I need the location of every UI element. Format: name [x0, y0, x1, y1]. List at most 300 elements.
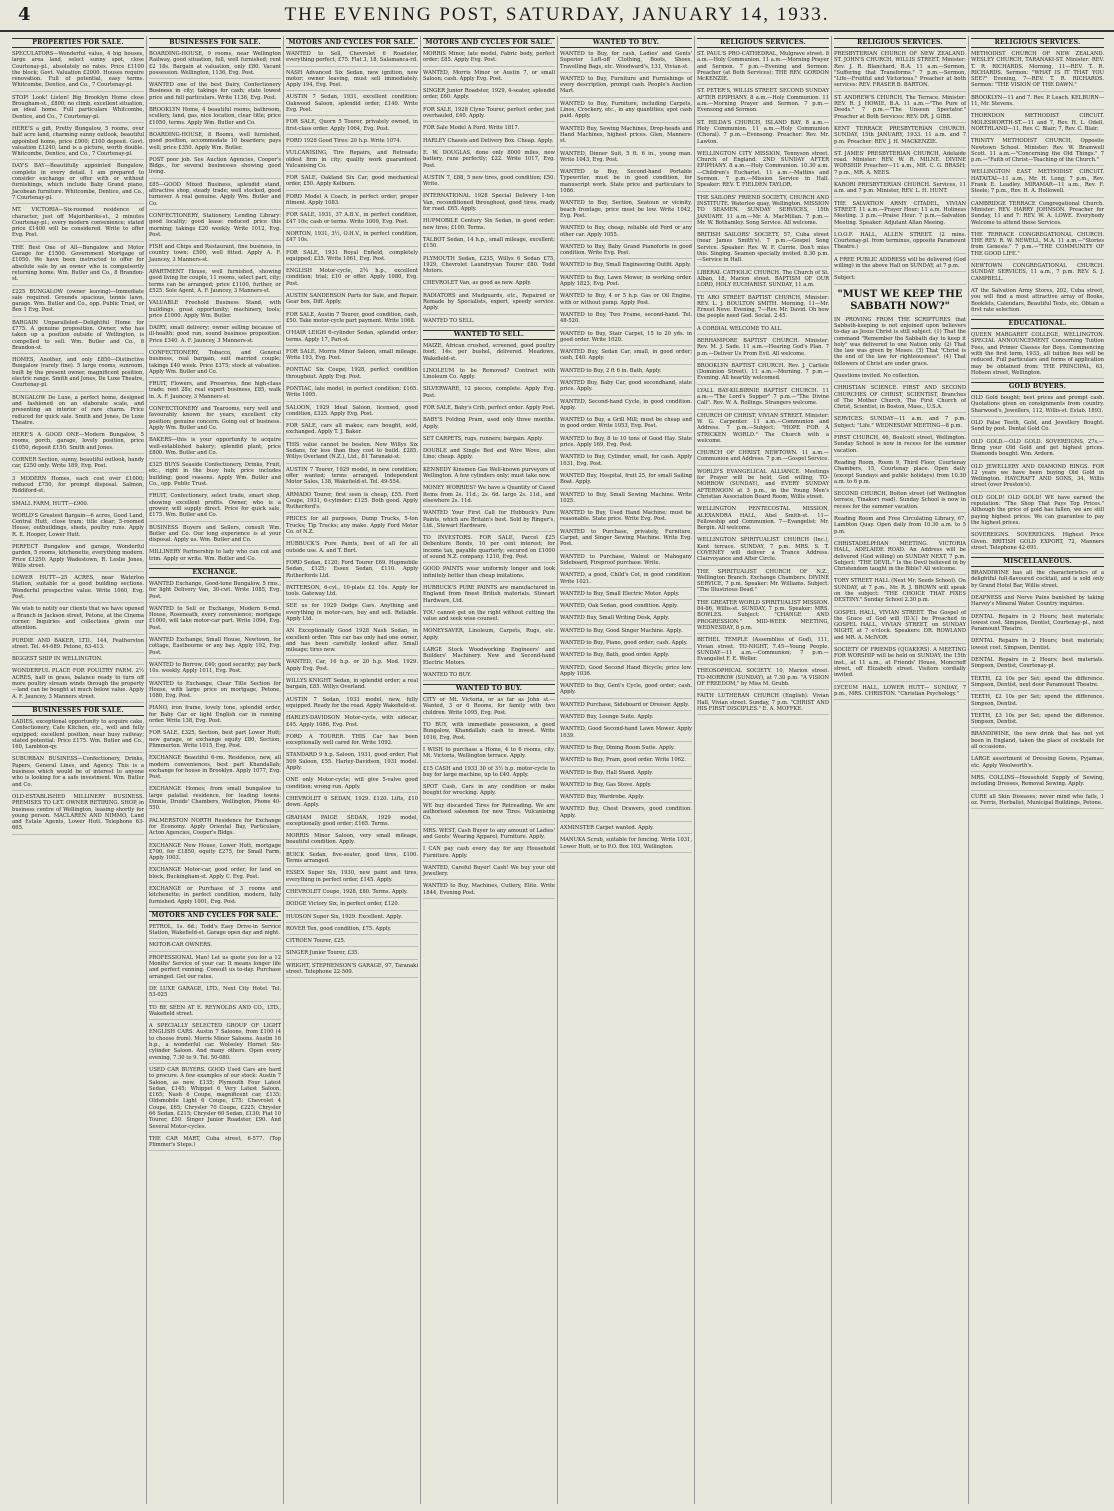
column-8 [969, 36, 1106, 1504]
classified-ad: OLD JEWELLERY AND DIAMOND RINGS. FOR 12 years we have been buying Old Gold in Wellington. HAYCRAFT AND SONS, 34, Willis street (over Preston's). [971, 464, 1104, 492]
classified-ad: 3 MODERN Homes, each cost over £1000; reduced £750, for prompt disposal. Salmon, Riddiford-st. [12, 476, 144, 498]
classified-ad: CAMBRIDGE TERRACE Congregational Church. Minister: REV. HARRY JOHNSON. Preacher for Sunday, 11 and 7: REV. W. A. LOWE. Everybody Welcome to attend these Services. [971, 201, 1104, 229]
classified-ad: FOR SALE, Baby's Crib, perfect order. Apply Post. [423, 405, 555, 414]
classified-ad: DE LUXE GARAGE, LTD., Next City Hotel. Tel. 53-025 [149, 986, 281, 1002]
classified-ad: OLD GOLD! OLD GOLD! WE have earned the reputation: "The Shop That Pays Top Prices." Although the price of gold has fallen, we are still paying highest prices. We can guarantee to pay the highest prices. [971, 495, 1104, 529]
classified-ad: WANTED, Good Second-hand Lawn Mower. Apply 1039. [560, 726, 692, 742]
classified-ad: WANTED to Buy, for cash, Ladies' and Gents' Superior Left-off Clothing, Boots, Shoes, Travelling Bags, etc. Woodward's, 131, Vivian-st. [560, 51, 692, 73]
classified-ad: PROFESSIONAL Man! Let us quote you for a 12 Months' Service of your car. It means longer life and perfect running. Consult us to-day. Purchase arranged. Get our rates. [149, 955, 281, 983]
classified-ad: AUSTIN 7 Sedan, 1933 model, new, fully equipped. Ready for the road. Apply Wakefield-st. [286, 697, 418, 713]
classified-ad: PALMERSTON NORTH Residence for Exchange for Economy. Apply Oriental Bay, Particulars, Acton Agencies, Cooper's Bldgs. [149, 818, 281, 840]
section-heading: EDUCATIONAL. [971, 319, 1104, 329]
classified-ad: CONFECTIONERY, Tobacco, and General business, real bargain, suit married couple; takings £40 week. Price £375; stock at valuation. Apply Wm. Butler and Co. [149, 350, 281, 378]
classified-ad: MRS. WEST, Cash Buyer to any amount of Ladies' and Gents' Wearing Apparel, Furniture. Apply. [423, 828, 555, 844]
classified-ad: WELLINGTON CITY MISSION, Tennyson street. Church of England. 2ND SUNDAY AFTER EPIPHANY. 8 a.m.—Holy Communion. 10.30 a.m.—Children's Eucharist. 11 a.m.—Mattins and Sermon. 7 p.m.—Mission Service in Hall. Speaker: REV. T. FIELDEN TAYLOR. [697, 151, 829, 192]
classified-ad: IN PROVING FROM THE SCRIPTURES that Sabbath-keeping is not enjoined upon believers to-day as Jesus Christ is still subject. (1) That the command "Remember the Sabbath day to keep it holy" was delivered to one Nation only. (2) That the law was given by Moses. (3) That "Christ is the end of the law for righteousness". (4) That followers of Christ are under grace. [834, 317, 966, 370]
classified-ad: LARGE assortment of Dressing Gowns, Pyjamas, etc. Apply Woolworth's. [971, 756, 1104, 772]
classified-ad: APARTMENT House, well furnished, showing good living for couple, 11 rooms, select part, city; terms can be arranged; price £1100, further, or £525. Sole Agent, A. F. Jauncey, 3 Manners-st. [149, 269, 281, 297]
classified-ad: BERHAMPORE BAPTIST CHURCH. Minister: Rev. M. J. Sade. 11 a.m.—Hearing God's Plan. 7 p.m.—Deliver Us From Evil. All welcome. [697, 338, 829, 360]
classified-ad: ONE only Motor-cycle; will give 5-valve good condition; wrong run. Apply. [286, 777, 418, 793]
classified-ad: FOR SALE, 1931, 37 A.B.V., in perfect condition, £47 10s; cash or terms. Write 1009, Evg. Post. [286, 212, 418, 228]
section-heading: RELIGIOUS SERVICES. [834, 38, 966, 48]
classified-ad: BIGGEST SHIP IN WELLINGTON. [12, 656, 144, 665]
classified-ad: TALBOT Sedan, 14 h.p., small mileage, excellent; £150. [423, 237, 555, 253]
classified-ad: INTERNATIONAL 1928 Special Delivery 1-ton Van, reconditioned throughout, good tires, ready for road. £65. Apply. [423, 193, 555, 215]
classified-ad: WANTED to Buy, Small Engineering Outfit. Apply. [560, 262, 692, 271]
classified-ad: SMALL FARM, HUTT—£900. [12, 501, 144, 510]
classified-ad: WANTED to Buy, Hall Stand. Apply. [560, 770, 692, 779]
classified-ad: PATTERSON, 6-cyl., 10-plate £2 10s. Apply for tools. Gateway Ltd. [286, 585, 418, 601]
classified-ad: DENTAL Repairs in 2 Hours; best materials; lowest cost. Simpson, Dentist. [971, 638, 1104, 654]
classified-ad: Subject: [834, 275, 966, 284]
classified-ad: MORRIS Minor Saloon, very small mileage, beautiful condition. Apply. [286, 833, 418, 849]
classified-ad: THIS value cannot be beaten. New Willys Six Sedans, for less than they cost to build. £285. Willys Overland (N.Z.), Ltd., 81 Taranaki-st. [286, 442, 418, 464]
classified-ad: FORD A TOURER. THIS Car has been exceptionally well cared for. Write 1092. [286, 734, 418, 750]
classified-ad: FOR SALE, Oakland Six Car, good mechanical order, £50. Apply Kelburn. [286, 175, 418, 191]
classified-ad: STOP! Look! Listen! Big Brooklyn Home close Brougham-st., £800; no climb, excellent situation, an ideal home. Full particulars Whitcombe, Dentice, and Co., 7 Courtenay-pl. [12, 95, 144, 123]
classified-ad: MONEYSAVER, Linoleum, Carpets, Rugs, etc. Apply. [423, 628, 555, 644]
classified-ad: I CAN pay cash every day for any Household Furniture. Apply. [423, 846, 555, 862]
classified-ad: WANTED to Sell, Chevrolet 6 Roadster, everything perfect, £75. Flat 3, 18, Salamanca-rd. [286, 51, 418, 67]
classified-ad: PETROL, 1s. 6d.; Todd's Easy Drive-in Service Station, Wakefield-st. Garage open day and night. [149, 924, 281, 940]
classified-ad: EXCHANGE Beautiful 6-rm. Residence, new, all modern conveniences, best part Khandallah; exchange for house in Brooklyn. Apply 1077, Evg. Post. [149, 755, 281, 783]
section-heading: GOLD BUYERS. [971, 382, 1104, 392]
classified-ad: WANTED, a good, Child's Cot, in good condition. Write 1021. [560, 572, 692, 588]
classified-ad: BROOKLYN Home, 4 beautiful rooms, bathroom, scullery, land, gas, nice location, clear title; price £1050, terms. Apply Wm. Butler and Co. [149, 107, 281, 129]
classified-ad: WANTED, Good Second Hand Bicycle; price low. Apply 1036. [560, 665, 692, 681]
classified-ad: WE buy discarded Tires for Retreading. We are authorised salesmen for new Tires. Vulcanising Co. [423, 803, 555, 825]
classified-ad: WANTED Buy, Baby Car, good secondhand, state price. Apply. [560, 380, 692, 396]
classified-ad: WRIGHT, STEPHENSON'S GARAGE, 97, Taranaki street. Telephone 22-500. [286, 963, 418, 979]
classified-ad: MT. VICTORIA—Six-roomed residence of character, just off Majoribanks-st., 2 minutes Courtenay-pl.; every modern convenience; stated price £1400 will be considered. Write to offer Evg. Post. [12, 207, 144, 241]
classified-ad: CHURCH OF CHRIST, VIVIAN STREET. Minister: W. G. Carpenter. 11 a.m.—Communion and Address. 7 p.m.—Subject: "HOPE FOR A STRICKEN WORLD." The Church with a welcome. [697, 413, 829, 447]
classified-ad: WANTED to Buy, Furniture, including Carpets, Linos, Crockery, etc., in any quantities; spot cash paid. Apply. [560, 101, 692, 123]
classified-ad: WANTED one of the best Dairy, Confectionery Business in city; takings for cash; state lowest price and full particulars. Write 1136, Evg. Post. [149, 82, 281, 104]
classified-ad: VALUABLE Freehold Business Stand, with buildings, great opportunity; machinery, tools; price £1000. Apply Wm. Butler. [149, 300, 281, 322]
classified-ad: LIBERAL CATHOLIC CHURCH. The Church of St. Alban, 18, Marion street. BAPTISM OF OUR LORD, HOLY EUCHARIST. SUNDAY, 11 a.m. [697, 270, 829, 292]
classified-ad: HARLEY Chassis and Delivery Box. Cheap. Apply. [423, 138, 555, 147]
classified-ad: TO BUY, with immediate possession, a good Bungalow, Khandallah; cash to invest. Write 1016, Evg. Post. [423, 722, 555, 744]
classified-ad: ST. JAMES' PRESBYTERIAN CHURCH, Adelaide road. Minister: REV. W. R. MILNE. DIVINE WORSHIP. Preacher—11 a.m., MR. C. G. BRASH; 7 p.m., MR. A. NEES. [834, 151, 966, 179]
classified-ad: We wish to notify our clients that we have opened a Branch in Jackson street, Petone, at the Cinema corner. Inquiries and collections given our attention. [12, 606, 144, 634]
classified-ad: ST. ANDREW'S CHURCH, The Terrace. Minister: REV. R. J. HOWIE, B.A. 11 a.m.—"The Pure of Deeds." 7 p.m.—"The Unseen Spectator." Preacher at Both Services: REV. DR. J. GIBB. [834, 95, 966, 123]
classified-ad: WANTED Exchange, Good-tone Bungalow, 5 rms., for light Delivery Van, 30-cwt. Write 1085, Evg. Post. [149, 581, 281, 603]
column-4 [421, 36, 558, 1504]
classified-ad: LINOLEUM to be Removed? Contract with Linoleum Co. Apply. [423, 368, 555, 384]
classified-ad: TORY STREET HALL (Next Mr. Seeds School). On SUNDAY, at 7 p.m., Mr. R. J. BROWN will speak on the subject: "THE CHOICE THAT FIXES DESTINY." Sunday School 2.30 p.m. [834, 578, 966, 606]
classified-ad: FRUIT, Confectionery, select trade, smart shop, showing excellent profits. Owner, who is a grower, will supply direct. Price for quick sale, £175. Wm. Butler and Co. [149, 493, 281, 521]
classified-ad: WANTED to Buy, Baby Grand Pianoforte in good condition. Write Evg. Post. [560, 244, 692, 260]
classified-ad: WANTED to Buy, 4 or 5 h.p. Gas or Oil Engine, with or without pump. Apply Post. [560, 293, 692, 309]
classified-ad: SEE us for 1929 Dodge Cars. Anything and everything in motor-cars, buy and sell. Reliable. Apply Ltd. [286, 603, 418, 625]
classified-ad: TEETH, £2 10s per Set; spend the difference. Simpson, Dentist, next door Paramount Theatre. [971, 676, 1104, 692]
classified-ad: £325 BUYS Seaside Confectionery, Drinks, Fruit, etc., right in the busy hub; price includes building; good reasons. Apply Wm. Butler and Co., opp. Public Trust. [149, 462, 281, 490]
classified-ad: WELLINGTON PENTECOSTAL MISSION, ALEXANDRA HALL, Abel Smith-st. 11—Fellowship and Communion. 7—Evangelist: Mr. Bergin. All welcome. [697, 506, 829, 534]
classified-ad: WANTED Buy, Lounge Suite. Apply. [560, 714, 692, 723]
classified-ad: O'HAIR LEIGH 6-cylinder Sedan, splendid order; terms. Apply 17, Pari-st. [286, 330, 418, 346]
classified-ad: FORD Model A Coach, in perfect order; proper fitment. Apply 1083. [286, 194, 418, 210]
classified-ad: THE Best One of All—Bungalow and Motor Garage for £1500. Government Mortgage of £1050. We have been instructed to offer for absolute sale by an owner who is compulsorily returning home. Wm. Butler and Co., 8 Brandon-st. [12, 245, 144, 286]
classified-ad: HUDSON Super Six, 1929. Excellent. Apply. [286, 914, 418, 923]
column-3 [284, 36, 421, 1504]
classified-ad: NORTON, 1931, 3½, O.H.V., in perfect condition, £47 10s. [286, 231, 418, 247]
classified-ad: SALOON, 1929 Ideal Saloon, licensed, good condition, £325. Apply Evg. Post. [286, 405, 418, 421]
classified-ad: BABY'S Folding Pram, used only three months. Apply. [423, 417, 555, 433]
classified-ad: YOU cannot get on the right without cutting the value and seek wise counsel. [423, 610, 555, 626]
classified-ad: WANTED to Buy, Small Electric Motor. Apply. [560, 591, 692, 600]
classified-ad: FORD Sedan, £120; Ford Tourer £69. Hupmobile Sedan, £125; Essex Sedan, £110. Apply Rutherfords Ltd. [286, 560, 418, 582]
classified-ad: DAIRY, small delivery; owner selling because of ill-health; good run, sound business proposition. Price £340. A. F. Jauncey, 3 Manners-st. [149, 325, 281, 347]
classified-ad: I WISH to purchase a Home, 4 to 6 rooms, city. Mt. Victoria, Wellington terrace. Apply. [423, 747, 555, 763]
classified-ad: PLYMOUTH Sedan, £235, Willys 6 Sedan £75, 1929, Chevrolet Laundryvan Tourer £80. Todd Motors. [423, 256, 555, 278]
classified-ad: AUSTIN 7 Sedan, 1931, excellent condition; Oakwood Saloon, splendid order, £140. Write Evg. Post. [286, 94, 418, 116]
classified-ad: WANTED to Buy, Bath, good order. Apply. [560, 652, 692, 661]
classified-ad: WANTED, Oak Sedan, good condition. Apply. [560, 603, 692, 612]
classified-ad: MRS. COLLINS—Household Supply of Sewing, including Dresses, Removal Sewing. Apply. [971, 775, 1104, 791]
classified-ad: WANTED to Buy, Stair Carpet, 15 to 20 yds. in good order. Write 1020. [560, 331, 692, 347]
classified-ad: DEAFNESS and Nerve Pains banished by taking Harvey's Mineral Water. Country inquiries. [971, 595, 1104, 611]
classified-ad: WANTED to Sell or Exchange, Modern 6-rmd. House, Roseneath, every convenience; mortgage £1000, will take motor-car part. Write 1094, Evg. Post. [149, 606, 281, 634]
classified-ad: WANTED, Second-hand Cycle, in good condition. Apply. [560, 399, 692, 415]
classified-ad: LYALL BAY-KILBIRNIE BAPTIST CHURCH. 11 a.m.—"The Lord's Supper" 7 p.m.—"The Divine Call". Rev. W. A. Rollings. Strangers welcome. [697, 388, 829, 410]
classified-ad: PRICES for all purposes, Dump Trucks, 5-ton Trucks; Tip Trucks; any make. Apply Ford Motor Co. of N.Z. [286, 516, 418, 538]
classified-ad: WORLD'S Greatest Bargain—6 acres, Good Land, Central Hutt, close tram; title clear; 5-roomed House; outbuildings, sheds, poultry runs. Apply R. E. Hooper, Lower Hutt. [12, 513, 144, 541]
classified-ad: FOR SALE, 1928 Clyno Tourer, perfect order, just overhauled, £40. Apply. [423, 107, 555, 123]
section-heading: RELIGIOUS SERVICES. [697, 38, 829, 48]
classified-ad: PONTIAC, late model, in perfect condition; £165. Write 1095. [286, 386, 418, 402]
classified-ad: TO INVESTORS. FOR SALE, Parcel £25 Debenture Bonds, 10 per cent interest; for income tax, payable quarterly; secured on £1000 of sound N.Z. company. 1210, Evg. Post. [423, 535, 555, 563]
classified-ad: NASH Advanced Six Sedan, new ignition, new motor; owner leaving, must sell immediately. Apply 194, Evg. Post. [286, 70, 418, 92]
classified-ad: KENT TERRACE PRESBYTERIAN CHURCH. SUNDAY, 15th JANUARY, 1933. 11 a.m. and 7 p.m. Preacher: REV. J. H. MACKENZIE. [834, 126, 966, 148]
classified-ad: TRINITY METHODIST CHURCH, Opposite Newtown School. Minister: Rev. W. Bramwell Scott. 11 a.m.—"Concerning the Old Things." 7 p.m.—"Faith of Christ—Teaching of the Church." [971, 138, 1104, 166]
classified-ad: Reading Room, Room 9, Third Floor, Courtenay Chambers, 15, Courtenay place. Open daily (except Sundays and public holidays) from 10.30 a.m. to 6 p.m. [834, 460, 966, 488]
classified-ad: BRITISH SAILORS' SOCIETY, 57, Cuba street (near James Smith's). 7 p.m.—Gospel Song Service. Speaker: Rev. W. F. Currie. Don't miss this. Singing. Seamen specially invited. 8.30 p.m.—Service in Hall. [697, 232, 829, 266]
classified-ad: PONTIAC Six Coupe, 1928, perfect condition throughout. Apply Evg. Post. [286, 367, 418, 383]
column-5 [558, 36, 695, 1504]
classified-ad: MANUKA Scrub, suitable for fencing. Write 1031, Lower Hutt, or to P.O. Box 103, Wellington. [560, 837, 692, 853]
classified-ad: WANTED, Morris Minor or Austin 7, or small Saloon; cash. Apply Evg. Post. [423, 70, 555, 86]
classified-ad: ROVER Ten, good condition, £75. Apply. [286, 926, 418, 935]
classified-ad: POST poor job. See Auction Agencies, Cooper's Bldgs., for several businesses showing good living. [149, 157, 281, 179]
section-heading: MOTORS AND CYCLES FOR SALE. [423, 38, 555, 48]
classified-ad: ST. PETER'S, WILLIS STREET. SECOND SUNDAY AFTER EPIPHANY. 8 a.m.—Holy Communion. 11 a.m.—Morning Prayer and Sermon. 7 p.m.—Evensong and Sermon. [697, 88, 829, 116]
classified-ad: NEWTOWN CONGREGATIONAL CHURCH. SUNDAY SERVICES, 11 a.m., 7 p.m. REV. S. J. CAMPBELL. [971, 263, 1104, 285]
classified-ad: RADIATORS and Mudguards, etc., Repaired or Remade by Specialists, expert, speedy service. Apply. [423, 293, 555, 315]
classified-ad: SINGER Junior Tourer, £35. [286, 950, 418, 959]
classified-ad: FOR SALE, £325, Section, best part Lower Hutt; new garage, or exchange equity £80, Section, Plimmerton. Write 1015, Evg. Post. [149, 730, 281, 752]
classified-ad: £15 CASH and 1933 30 of 3½ h.p. motor-cycle to buy for large machine, up to £40. Apply. [423, 766, 555, 782]
classified-ad: BOARDING-HOUSE, 9 rooms, near Wellington Railway, good situation, full, well furnished; rent £2 18s. Bargain at valuation, only £80. Vacant possession. Wellington, 1136, Evg. Post. [149, 51, 281, 79]
classified-ad: WANTED Buy, Sedan Car, small, in good order; cash, £40. Apply. [560, 349, 692, 365]
classified-ad: BUSINESS Buyers and Sellers, consult Wm. Butler and Co. Our long experience is at your disposal. Apply us. Wm. Butler and Co. [149, 525, 281, 547]
classified-ad: AXMINSTER Carpet wanted. Apply. [560, 825, 692, 834]
classified-ad: WANTED to Borrow, £40; good security; pay back 10s. weekly. Apply 1011, Evg. Post. [149, 662, 281, 678]
classified-ad: CHEVROLET Van, as good as new. Apply. [423, 280, 555, 289]
classified-ad: SPOT Cash, Cars in any condition or make bought for wrecking. Apply. [423, 784, 555, 800]
column-1 [10, 36, 147, 1504]
section-heading: BUSINESSES FOR SALE. [12, 706, 144, 716]
classified-ad: WELLINGTON SPIRITUALIST CHURCH (Inc.), Kent terrace. SUNDAY, 7 p.m. MRS. S. T. COVENEY will deliver a Trance Address. Clairvoyance and After Circle. [697, 537, 829, 565]
classified-ad: TO BE SEEN AT E. REYNOLDS AND CO., LTD., Wakefield street. [149, 1005, 281, 1021]
classified-ad: E. W. DOUGLAS, done only 8000 miles, new battery, runs perfectly; £22. Write 1017, Evg. Post. [423, 150, 555, 172]
classified-ad: BARGAIN Unparalleled—Delightful Home for £775. A genuine proposition. Owner, who has taken up a position outside of Wellington, is compelled to sell. Wm. Butler and Co., 8 Brandon-st. [12, 320, 144, 354]
classified-ad: WORLD'S EVANGELICAL ALLIANCE. Meetings for Prayer will be held, God willing, TO-MORROW (SUNDAY), and EVERY SUNDAY AFTERNOON at 3 p.m., in the Young Men's Christian Association Board Room, Willis street. [697, 469, 829, 503]
classified-ad: HARLEY-DAVIDSON Motor-cycle, with sidecar, £45. Apply 1086, Evg. Post. [286, 715, 418, 731]
classified-ad: LADIES, exceptional opportunity to acquire cake, Confectionery, Cafe Kitchen, etc., well and fully equipped; excellent position, near busy railway; stated potential. Price £175. Wm. Butler and Co., 160, Lambton-qy. [12, 719, 144, 753]
classified-ad: SUBURBAN BUSINESS—Confectionery, Drinks, Papers, General Lines, and Agency. This is a business which would be of interest to anyone who is looking for a safe investment. Wm. Butler and Co. [12, 756, 144, 790]
classified-ad: MONEY WORRIES? We have a Quantity of Cased Items from 2s. 11d.; 2s. 6d. large 2s. 11d., and elsewhere 2s. 11d. [423, 485, 555, 507]
section-heading: WANTED TO BUY. [423, 684, 555, 694]
sabbath-headline: "MUST WE KEEP THE SABBATH NOW?" [837, 288, 963, 312]
classified-ad: FOR SALE, 1931 Royal Enfield, completely equipped; £35. Write 1061, Evg. Post. [286, 250, 418, 266]
classified-ad: WANTED Buy, Sewing Machines, Drop-heads and Hand Machines, highest prices. Glen, Manners-st. [560, 126, 692, 148]
classified-ad: BOARDING-HOUSE, 8 Rooms, well furnished, good position, accommodate 10 boarders; pays well; price £350. Apply Wm. Butler. [149, 132, 281, 154]
classified-ad: HERE'S a gift, Pretty Bungalow, 5 rooms, over half acre land, charming sunny outlook, beautiful appointed home, price £900; £100 deposit. Govt. valuation £1240, land is a picture, worth double. Whitcombe, Dentice, and Co., 7 Courtenay-pl. [12, 126, 144, 160]
classified-ad: FOR Sale Model A Ford. Write 1817. [423, 125, 555, 134]
classified-ad: I.O.O.F. HALL, ALLEN STREET. (2 mins. Courtenay-pl. from terminus, opposite Paramount Theatre.) [834, 232, 966, 254]
classified-ad: OLD Gold bought; best prices and prompt cash. Quotations given on consignments from country. Sharwood's, Jewellers, 112, Willis-st. Estab. 1893. [971, 395, 1104, 417]
classified-ad: VULCANISING, Tire Repairs, and Retreads; oldest firm in city; quality work guaranteed. Vulcanising Co. [286, 150, 418, 172]
classified-ad: FOR SALE, Austin 7 Tourer, good condition, cash, £50. Take motor-cycle part payment. Write 1068. [286, 312, 418, 328]
classified-ad: PIANO, iron frame, lovely tone, splendid order, for Baby Car or light English car in running order. Write 138, Evg. Post. [149, 705, 281, 727]
classified-ad: WANTED to Buy, 8 to 10 tons of Good Hay. State price. Apply 169, Evg. Post. [560, 436, 692, 452]
classified-ad: WANTED to Buy, Small Sewing Machine. Write 1025. [560, 492, 692, 508]
classified-ad: A CORDIAL WELCOME TO ALL. [697, 326, 829, 335]
classified-ad: WANTED Buy, Small Writing Desk, Apply. [560, 615, 692, 624]
section-heading: MOTORS AND CYCLES FOR SALE. [149, 911, 281, 921]
classified-ad: SECOND CHURCH, Bolton street (off Wellington terrace, Tinakori road). Sunday School is now in recess for the summer vacation. [834, 491, 966, 513]
classified-ad: BETHEL TEMPLE (Assemblies of God), 111, Vivian street. TO-NIGHT, 7.45—Young People. SUNDAY—11 a.m.—Communion; 7 p.m.—Evangelist F. E. Weller. [697, 637, 829, 665]
classified-ad: WANTED to Buy, Lawn Mower, in working order. Apply 1823, Evg. Post. [560, 275, 692, 291]
column-2 [147, 36, 284, 1504]
classified-ad: TE ARO STREET BAPTIST CHURCH, Minister: REV. L. J. BOULTON SMITH. Morning, 11—Mr. Ernest Neve. Evening, 7—Rev. Mr. David. Oh how the people need God. Social. 2.45. [697, 295, 829, 323]
classified-ad: OLD GOLD.—OLD GOLD. SOVEREIGNS, 27s.—Bring your Old Gold and get highest prices. Diamonds bought. Wm. Ardern. [971, 439, 1104, 461]
classified-ad: FISH and Chips and Restaurant, fine business, in country town; £500, well fitted. Apply A. F. Jauncey, 3 Manners-st. [149, 244, 281, 266]
classified-ad: THORNDON METHODIST CIRCUIT. MOLESWORTH-ST.—11 and 7, Rev. H. L. Odell. NORTHLAND—11, Rev. C. Blair; 7, Rev. C. Blair. [971, 113, 1104, 135]
classified-ad: FRUIT, Flowers, and Preserves, fine high-class trade; rent 28s; real expert business, £85, walk in. A. F. Jauncey, 3 Manners-st. [149, 381, 281, 403]
classified-ad: CITROEN Tourer, £25. [286, 938, 418, 947]
classified-ad: ST. HILDA'S CHURCH, ISLAND BAY. 8 a.m.—Holy Communion. 11 a.m.—Holy Communion (Choral). 7 p.m.—Evensong. Preacher: Rev. Mr. Lawton. [697, 120, 829, 148]
section-heading: PROPERTIES FOR SALE. [12, 38, 144, 48]
classified-ad: ENGLISH Motor-cycle, 2¾ h.p., excellent condition; trial; £10 or offer. Apply 1080, Evg. Post. [286, 268, 418, 290]
section-heading: WANTED TO SELL. [423, 330, 555, 340]
classified-ad: LARGE Stock Woodworking Engineers' and Builders' Machinery. New and Second-hand Electric Motors. [423, 647, 555, 669]
classified-ad: WELLINGTON EAST METHODIST CIRCUIT. HATAITAI—11 a.m., Mr. H. Long; 7 p.m., Rev. Frank E. Leadley. MIRAMAR—11 a.m., Rev. F. Steele; 7 p.m., Rev. H. A. Hollowell. [971, 169, 1104, 197]
classified-ad: METHODIST CHURCH OF NEW ZEALAND. WESLEY CHURCH, TARANAKI-ST. Minister: REV. T. R. RICHARDS. Morning, 11—REV. T. R. RICHARDS. Sermon: "WHAT IS IT THAT YOU SEE?" Evening, 7—REV. T. R. RICHARDS. Sermon: "THE VISION OF THE DAWN." [971, 51, 1104, 92]
classified-ad: DAY'S BAY—Beautifully appointed Bungalow, complete in every detail. I am prepared to consider exchange or offer with or without furnishings, which include Baby Grand piano, Jacobean furniture. Whitcombe, Dentice, and Co., 7 Courtenay-pl. [12, 163, 144, 204]
classified-ad: SPECULATORS—Wonderful value, 4 big houses, large area land, select sunny spot, close Courtenay-pl., absolutely no rates. Price £1100 the block; Govt. Valuation £2000. Houses require renovation. Full of potential, easy terms. Whitcombe, Dentice, and Co., 7 Courtenay-pl. [12, 51, 144, 92]
classified-ad: CONFECTIONERY, Stationery, Lending Library: good locality; good lease: reduced price this morning; takings £20 weekly. Write 1012, Evg. Post. [149, 213, 281, 241]
page-number: 4 [18, 4, 31, 25]
classified-ad: ST. PAUL'S PRO-CATHEDRAL, Mulgrave street. 8 a.m.—Holy Communion. 11 a.m.—Morning Prayer and Sermon. 7 p.m.—Evening and Sermon. Preacher (at Both Services): THE REV. GORDON McKENZIE. [697, 51, 829, 85]
classified-ad: CHURCH OF CHRIST, NEWTOWN. 11 a.m.—Communion and Address. 7 p.m.—Gospel Service. [697, 450, 829, 466]
classified-ad: CHEVROLET Coupe, 1928, £80. Terms. Apply. [286, 889, 418, 898]
classified-ad: PURDIE AND BAKER, LTD., 144, Featherston street. Tel. 44-689. Petone, 63-413. [12, 638, 144, 654]
classified-ad: CORNER Section, sunny, beautiful outlook, handy car, £250 only. Write 189, Evg. Post. [12, 457, 144, 473]
classified-ad: WANTED Your First Call for Hubbuck's Pure Paints, which are Britain's best. Sold by Ringer's, Ltd., Stewart Hardware. [423, 510, 555, 532]
classified-ad: THE TERRACE CONGREGATIONAL CHURCH. THE REV. R. W. NEWELL, M.A. 11 a.m.—"Stories from Genesis." 7 p.m.—"THE COMMUNITY OF THE GOOD LIFE." [971, 232, 1104, 260]
classified-ad: WANTED to Purchase, privately, Furniture, Carpet, and Singer Sewing Machine. Write Evg. Post. [560, 529, 692, 551]
masthead-title: THE EVENING POST, SATURDAY, JANUARY 14, 1933. [284, 4, 830, 25]
classified-ad: AUSTIN 7 Tourer, 1929 model, in new condition; offer wanted; terms arranged. Independent Motor Sales, 138, Wakefield-st. Tel. 49-554. [286, 467, 418, 489]
section-heading: MOTORS AND CYCLES FOR SALE. [286, 38, 418, 48]
classified-ad: WANTED Buy, Hospital, fruit 25, for small Sailing Boat. Apply. [560, 473, 692, 489]
classified-ad: SOVEREIGNS. SOVEREIGNS. Highest Price Given. BRITISH GOLD EXPORT, 72, Manners street. Telephone 42-691. [971, 532, 1104, 554]
classified-ad: QUEEN MARGARET COLLEGE, WELLINGTON. SPECIAL ANNOUNCEMENT Concerning Tuition Fees, and Primer Classes for Boys. Commencing with the first term, 1933, all tuition fees will be reduced. Full particulars and forms of application may be obtained from: THE PRINCIPAL, 63, Hobson street, Wellington. [971, 332, 1104, 379]
classified-ad: STANDARD 9 h.p. Saloon, 1931, good order; Fiat 509 Saloon, £55. Harley-Davidson, 1931 model. Apply. [286, 752, 418, 774]
classified-ad: WANTED Purchase, Sideboard or Dresser. Apply. [560, 702, 692, 711]
classified-ad: EXCHANGE New House, Lower Hutt, mortgage £700, for £1850, equity £275, for Small Farm, Apply 1003. [149, 843, 281, 865]
classified-ad: AN Exceptionally Good 1928 Nash Sedan, in excellent order. This car has only had one owner, and has been carefully looked after. Small mileage; tires new. [286, 628, 418, 656]
classified-ad: HOMES, Another, and only £850—Distinctive Bungalow (rarely fine). 5 large rooms, sunroom, built by the present owner, magnificent position, electric range. Smith and Jones, De Luxe Theatre, Courtenay-pl. [12, 357, 144, 391]
masthead [0, 0, 1114, 32]
classified-ad: WANTED to Buy, Furniture and Furnishings of every description, prompt cash. People's Auction Mart. [560, 76, 692, 98]
classified-ad: A SPECIALLY SELECTED GROUP OF LIGHT ENGLISH CARS. Austin 7 Saloons, from £100 (4 to choose from). Morris Minor Saloons. Austin 16 h.p., a wonderful car. Wolseley Hornet Six-cylinder Saloon. And many others. Open every evening, 7.30 to 9. Tel. 50-080. [149, 1023, 281, 1064]
classified-ad: KENNEDY Kinsmen Gas Well-known purveyors of Wellington. A few cylinders only; must take now. [423, 467, 555, 483]
classified-ad: SINGER Junior Roadster, 1929, 4-seater, splendid order, £60. Apply. [423, 88, 555, 104]
classified-ad: THE SPIRITUALIST CHURCH OF N.Z., Wellington Branch. Exchange Chambers. DIVINE SERVICE, 7 p.m. Speaker: Mr. Williams. Subject: "The Illustrious Dead." [697, 569, 829, 597]
classified-ad: SERVICES: SUNDAY—11 a.m. and 7 p.m. Subject: "Life." WEDNESDAY MEETING—8 p.m. [834, 416, 966, 432]
classified-ad: WANTED, Dinner Suit, 5 ft. 6 in., young man. Write 1043, Evg. Post. [560, 151, 692, 167]
classified-ad: FOR SALE, Quorn 5 Tourer, privately owned, in first-class order. Apply 1064, Evg. Post. [286, 119, 418, 135]
classified-ad: WANTED to Buy, Dining Room Suite. Apply. [560, 745, 692, 754]
classified-ad: WANTED to Buy, Pram, good order. Write 1062. [560, 757, 692, 766]
classified-ad: THE GREATER WORLD SPIRITUALIST MISSION. 84-86, Willis-st. SUNDAY, 7 p.m. Speaker: MRS. BOWLES. Subject: "CHANGE AND PROGRESSION." MID-WEEK MEETING, WEDNESDAY, 8 p.m. [697, 600, 829, 634]
classified-ad: PERFECT Bungalow and garage, Wonderful garden, 5 rooms, kitchenette, everything modern. Price £1250. Apply Wadestown, R. Leslie Jones, Willis street. [12, 544, 144, 572]
classified-ad: FAITH LUTHERAN CHURCH (English). Vivian Hall, Vivian street. Sunday, 7 p.m. "CHRIST AND HIS FIRST DISCIPLES." E. A. MOFFKE. [697, 693, 829, 715]
classified-ad: FOR SALE, cars all makes; cars bought, sold, exchanged. Apply T. J. Baker. [286, 423, 418, 439]
classified-ad: AUSTIN 7, £88, 5 new tires, good condition; £50. Write. [423, 175, 555, 191]
classified-ad: WANTED to Buy, 2 ft 6 in. Bath, Apply. [560, 368, 692, 377]
classified-ad: WANTED to Buy, Gent's Cycle, good order; cash. Apply. [560, 683, 692, 699]
classified-ad: CONFECTIONERY and Tearooms, very well and favourably known for years, excellent city position; genuine concern. Going out of business. Apply Wm. Butler and Co. [149, 406, 281, 434]
classified-ad: HUPMOBILE Century Six Sedan, in good order; new tires; £100. Terms. [423, 218, 555, 234]
classified-ad: GOOD PAINTS wear uniformly longer and look infinitely better than cheap imitations. [423, 566, 555, 582]
classified-ad: AT the Salvation Army Stores, 202, Cuba street, you will find a most attractive array of Books, Booklets, Calendars, Beautiful Texts, etc. Obtain a first rate selection. [971, 288, 1104, 316]
classified-ad: WANTED to Buy, Gas Stove. Apply. [560, 782, 692, 791]
classified-ad: CURE all Skin Diseases; never mind who fails, 1 oz. Ferris, Herbalist, Municipal Buildings, Petone. [971, 794, 1104, 810]
classified-ad: BUICK Sedan, five-seater, good tires, £100. Terms arranged. [286, 852, 418, 868]
classified-ad: THE SALVATION ARMY CITADEL, VIVIAN STREET. 11 a.m.—Prayer Hour; 11 a.m. Holiness Meeting. 3 p.m.—Praise Hour. 7 p.m.—Salvation Meeting. Speaker: Adjutant Allan Meeing. [834, 201, 966, 229]
classified-ad: WONDERFUL PLACE FOR POULTRY FARM. 2½ ACRES, half in grass, balance ready to turn off more poultry stream winds through the property—land can be bought at much below value. Apply A. F. Jauncey, 3 Manners street. [12, 668, 144, 702]
section-heading: BUSINESSES FOR SALE. [149, 38, 281, 48]
classified-ad: EXCHANGE or Purchase of 3 rooms and kitchenette; in perfect condition, modern, fully furnished. Apply 1001, Evg. Post. [149, 886, 281, 908]
classified-ad: LOWER HUTT—25 ACRES, near Waterloo Station, suitable for a good building sections. Wonderful prospective value. Write 1060, Evg. Post. [12, 575, 144, 603]
classified-ad: WANTED to Buy, Second-hand Portable Typewriter, must be in good condition, for manuscript work. State price and particulars to 1086. [560, 169, 692, 197]
classified-ad: BRANDIWINE, the new drink that has not yet been in England, taken the place of cocktails for all occasions. [971, 731, 1104, 753]
classified-ad: MAIZE, African crushed, screened, good poultry food; 14s. per bushel, delivered. Meadows, Wakefield-st. [423, 343, 555, 365]
classified-ad: EXCHANGE Motor-car, good order, for land on block, Buckingham-st. Apply C. Evg. Post. [149, 867, 281, 883]
classified-ad: BUNGALOW De Luxe, a perfect home, designed and fashioned on an elaborate scale, and presenting an interior of rare charm. Price reduced for quick sale. Smith and Jones, De Luxe Theatre. [12, 395, 144, 429]
classified-ad: CHRISTADELPHIAN MEETING. VICTORIA HALL, ADELAIDE ROAD. An Address will be delivered (God willing) on SUNDAY NEXT, 7 p.m. Subject: "THE DEVIL." Is the Devil believed in by Christendom taught in the Bible? All welcome. [834, 541, 966, 575]
columns-container [10, 36, 1106, 1504]
classified-ad: WANTED to Buy, Machines, Cutlery, Elite. Write 1844, Evening Post. [423, 883, 555, 899]
classified-ad: MILLINERY Partnership to lady who can cut and trim. Apply or write. Wm. Butler and Co. [149, 549, 281, 565]
classified-ad: PRESBYTERIAN CHURCH OF NEW ZEALAND. ST. JOHN'S CHURCH, WILLIS STREET. Minister: Rev. J. R. Blanchard, B.A. 11 a.m.—Sermon, "Suffering that Transforms." 7 p.m.—Sermon, "Life—Fruitful and Victorious." Preacher at both services: REV. FRASER B. BARTON. [834, 51, 966, 92]
classified-ad: WANTED Buy, Chest Drawers, good condition. Apply. [560, 806, 692, 822]
classified-ad: GRAHAM PAIGE SEDAN, 1929 model, exceptionally good order; £165. Terms. [286, 815, 418, 831]
column-6 [695, 36, 832, 1504]
classified-ad: THE CAR MART, Cuba street, 6-577. (Top Plimmer's Steps.) [149, 1136, 281, 1152]
section-heading: EXCHANGE. [149, 568, 281, 578]
classified-ad: WANTED to Buy, Piano, good order; cash. Apply. [560, 640, 692, 649]
classified-ad: DODGE Victory Six, in perfect order, £120. [286, 901, 418, 910]
classified-ad: WANTED to Buy, a Grill Mill; must be cheap and in good order. Write 1053, Evg. Post. [560, 417, 692, 433]
classified-ad: DOUBLE and Single Bed and Wire Wove, also Lino; cheap. Apply. [423, 448, 555, 464]
classified-ad: HUBBUCK'S PURE PAINTS are manufactured in England from finest British materials. Stewart Hardware, Ltd. [423, 585, 555, 607]
classified-ad: MOTOR-CAR OWNERS. [149, 942, 281, 951]
classified-ad: FOR SALE, Morris Minor Saloon, small mileage. Write 193, Evg. Post. [286, 349, 418, 365]
classified-ad: A FREE PUBLIC ADDRESS will be delivered (God willing) in the above Hall on SUNDAY, at 7 p.m. [834, 257, 966, 273]
classified-ad: SET CARPETS, rugs, runners; bargain. Apply. [423, 436, 555, 445]
classified-ad: WANTED to Buy, Used Hand Machine; must be reasonable. State price. Write Evg. Post. [560, 510, 692, 526]
classified-ad: HERE'S A GOOD ONE—Modern Bungalow, 5 rooms, porch, garage, lovely position, price £1050, deposit £150. Smith and Jones. [12, 432, 144, 454]
classified-ad: BRANDIWINE has all the characteristics of a delightful full-flavoured cocktail, and is sold only by Grand Hotel Bar, Willis street. [971, 570, 1104, 592]
classified-ad: ESSEX Super Six, 1930, new paint and tires, everything in perfect order, £145. Apply. [286, 870, 418, 886]
classified-ad: £85—GOOD Mixed Business, splendid stand, attractive shop, steady trade; well stocked, good turnover. A real genuine. Apply Wm. Butler and Co. [149, 182, 281, 210]
classified-ad: FORD 1928 Good Tires: 20 h.p. Write 1074. [286, 138, 418, 147]
classified-ad: OLD False Teeth, Gold, and Jewellery Bought. Send by post. Dental Gold Co. [971, 420, 1104, 436]
classified-ad: CITY or Mt. Victoria, or as far as John st.—Wanted, 3 or 6 Rooms, for family with two children. Write 1095, Evg. Post. [423, 697, 555, 719]
classified-ad: WANTED to Exchange, Clear Title Section for House, with large price on mortgage, Petone, 1080, Evg. Post. [149, 681, 281, 703]
classified-ad: TEETH, £2 10s per Set; spend the difference. Simpson, Dentist. [971, 694, 1104, 710]
classified-ad: CHRISTIAN SCIENCE. FIRST AND SECOND CHURCHES OF CHRIST, SCIENTIST, Branches of The Mother Church, The First Church of Christ, Scientist, in Boston, Mass., U.S.A. [834, 385, 966, 413]
classified-ad: £225 BUNGALOW (owner leaving)—Immediate sale required. Grounds spacious, tennis lawn, garage. Wm. Butler and Co., opp. Public Trust, or Box 1 Evg. Post. [12, 289, 144, 317]
column-7 [832, 36, 969, 1504]
classified-ad: GOSPEL HALL, VIVIAN STREET. The Gospel of the Grace of God will (D.V.) be Preached in GOSPEL HALL, VIVIAN STREET, on SUNDAY NIGHT, at 7 o'clock. Speakers: DR. ROWLAND and MR. A. McIVOR. [834, 610, 966, 644]
classified-ad: ARMADO Tourer, first seen is cheap, £55. Ford Coupe, 1931, 6-cylinder; £125. Both good. Apply Rutherford's. [286, 492, 418, 514]
classified-ad: DENTAL Repairs in 2 Hours; best materials. Simpson, Dentist, Courtenay-pl. [971, 657, 1104, 673]
classified-ad: WANTED to Buy, Section, Seatoun or vicinity, beach frontage, price must be low. Write 1042, Evg. Post. [560, 200, 692, 222]
classified-ad: WANTED to Buy, cheap, reliable old Ford or any other car. Apply 1055. [560, 225, 692, 241]
classified-ad: BROOKLYN BAPTIST CHURCH. Rev. J. Carlisle (Dominion Street). 11 a.m.—Morning. 7 p.m.—Evening. All heartily welcomed. [697, 363, 829, 385]
section-heading: WANTED TO BUY. [560, 38, 692, 48]
classified-ad: FIRST CHURCH, 46, Boulcott street, Wellington. Sunday School is now in recess for the summer vacation. [834, 435, 966, 457]
classified-ad: SOCIETY OF FRIENDS (QUAKERS). A MEETING FOR WORSHIP will be held on SUNDAY, the 15th inst., at 11 a.m., at Friends' House, Moncrieff street, off Elizabeth street. Visitors cordially invited. [834, 647, 966, 681]
section-heading: MISCELLANEOUS. [971, 557, 1104, 567]
classified-ad: Questions invited. No collection. [834, 373, 966, 382]
classified-ad: WANTED, Careful Buyer! Cash! We buy your old Jewellery. [423, 865, 555, 881]
classified-ad: WANTED to Buy, Good Singer Machine. Apply. [560, 628, 692, 637]
classified-ad: WILLYS KNIGHT Sedan, in splendid order; a real bargain, £85. Willys Overland. [286, 678, 418, 694]
classified-ad: HUBBUCK'S Pure Paints, best of all for all outside use. A. and T. Burt. [286, 541, 418, 557]
section-heading: RELIGIOUS SERVICES. [971, 38, 1104, 48]
classified-ad: WANTED to Buy, Two Frame, second-hand. Tel. 48-520. [560, 312, 692, 328]
classified-ad: USED CAR BUYERS. GOOD Used Cars are hard to procure. A few examples of our stock: Austin 7 Saloon, as new, £135; Plymouth Four Latest Sedan, £145; Whippet 6 Very Latest Saloon, £165; Nash 6 Coupe, magnificent car, £135; Oldsmobile Light 6 Coupe, £75; Chevrolet 4 Coupe, £65; Chrysler 70 Coupe, £225; Chrysler 66 Sedan, £215; Chrysler 60 Sedan, £130; Fiat 10 Tourer, £50. Singer Junior Roadster, £90. And Several Motor-cycles. [149, 1067, 281, 1133]
classified-ad: WANTED TO SELL. [423, 318, 555, 327]
classified-ad: EXCHANGE Homes; from small bungalow to large palatial residence, for leading towns. Dinnie, Druids' Chambers, Wellington, Phone 40-550. [149, 786, 281, 814]
classified-ad: BAKERS—this is your opportunity to acquire well-established bakery; splendid plant; price £800. Wm. Butler and Co. [149, 437, 281, 459]
classified-ad: WANTED to Purchase, Walnut or Mahogany Sideboard, Fireproof purchase. Write. [560, 554, 692, 570]
classified-ad: Reading Room and Free Circulating Library, 67, Lambton Quay. Open daily from 10.30 a.m. to 5 p.m. [834, 516, 966, 538]
classified-ad: OLD-ESTABLISHED MILLINERY BUSINESS. PREMISES TO LET. OWNER RETIRING. SHOP, in business centre of Wellington, leasing shortly for young person. MACLAREN AND NIMMO, Land and Estate Agents, Lower Hutt. Telephone 63-665. [12, 794, 144, 835]
classified-ad: AUSTIN SANDERSON Parts for Sale, and Repair. Gear box, Diff. Apply. [286, 293, 418, 309]
classified-ad: THEOSOPHICAL SOCIETY. 10, Marion street. TO-MORROW (SUNDAY), at 7.30 p.m. "A VISION OF FREEDOM," by Miss M. Grubb. [697, 668, 829, 690]
classified-ad: WANTED TO BUY. [423, 672, 555, 681]
classified-ad: MORRIS Minor, late model, Fabric body, perfect order; £85. Apply Evg. Post. [423, 51, 555, 67]
classified-ad: DENTAL Repairs in 2 Hours; best materials; lowest cost. Simpson, Dentist, Courtenay-pl., next Paramount Theatre. [971, 614, 1104, 636]
classified-ad: WANTED Buy, Wardrobe. Apply. [560, 794, 692, 803]
classified-ad: WANTED Exchange, Small House, Newtown, for cottage, Eastbourne or any bay. Apply 192, Evg. Post. [149, 637, 281, 659]
classified-ad: SILVERWARE, 12 pieces, complete. Apply Evg. Post. [423, 386, 555, 402]
classified-ad: THE SAILORS' FRIEND SOCIETY, CHURCH AND INSTITUTE. Waterloo quay, Wellington. MISSION TO SEAMEN. SUNDAY SERVICES, 15th JANUARY. 11 a.m.—Mr. A. MacMillan. 7 p.m.—Mr. W. Bothamley. Song Service. All welcome. [697, 195, 829, 229]
classified-ad: WANTED, Car, 16 h.p. or 20 h.p. Mod. 1929. Apply Evg. Post. [286, 659, 418, 675]
classified-ad: TEETH, £3 10s per Set; spend the difference. Simpson, Dentist. [971, 713, 1104, 729]
classified-ad: LYCEUM HALL, LOWER HUTT— SUNDAY, 7 p.m., MRS. CHRISTON. "Christian Psychology." [834, 685, 966, 701]
classified-ad: CHEVROLET 6 SEDAN, 1929. £120. Lifts, £10 down. Apply. [286, 796, 418, 812]
classified-ad: KARORI PRESBYTERIAN CHURCH. Services, 11 a.m. and 7 p.m. Minister, REV. L. H. HUNT. [834, 182, 966, 198]
classified-ad: WANTED to Buy, Cylinder, small, for cash. Apply 1031, Evg. Post. [560, 454, 692, 470]
